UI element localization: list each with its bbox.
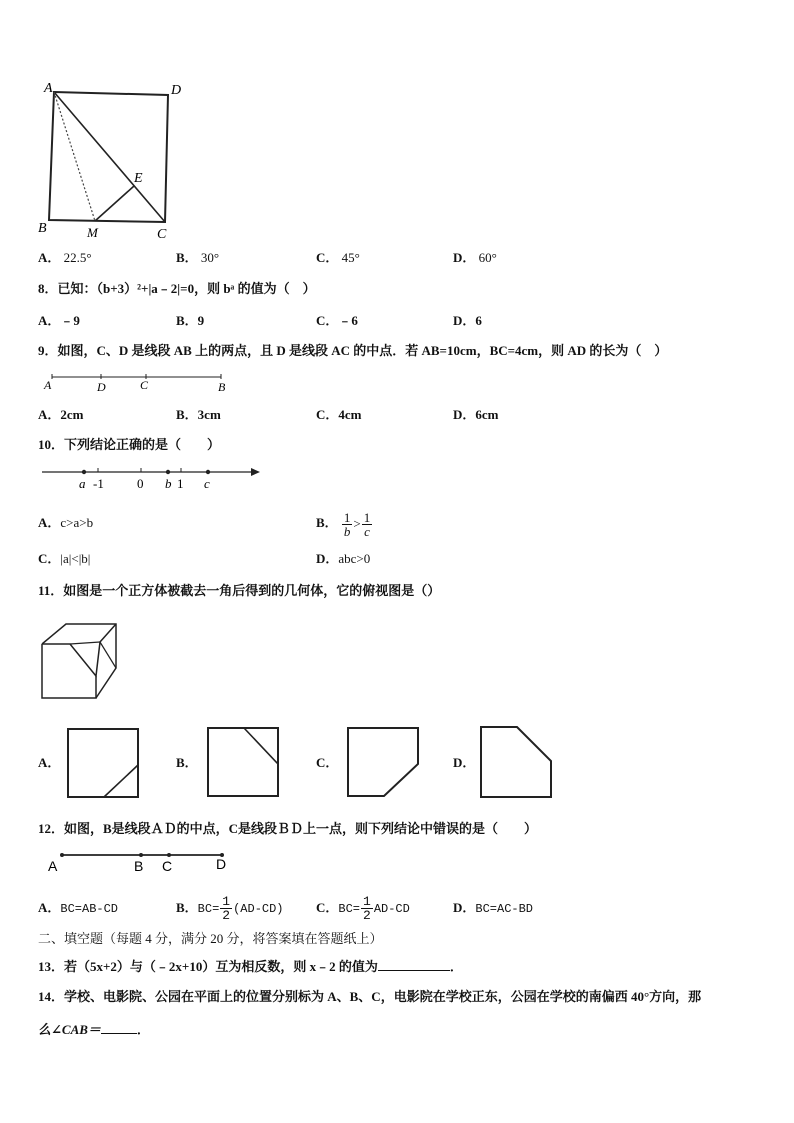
q11-option-b-figure[interactable]	[207, 727, 281, 799]
q8-option-a-text: ﹣9	[60, 313, 80, 328]
q12-option-a[interactable]	[38, 900, 118, 917]
q12-option-a-text: BC=AB-CD	[60, 902, 118, 916]
q12-option-b[interactable]	[176, 888, 284, 929]
q9-option-c-text: 4cm	[338, 407, 362, 422]
q8-option-a[interactable]	[38, 313, 80, 329]
q9-option-b-text: 3cm	[197, 407, 221, 422]
q10-stem: 10．下列结论正确的是（ ）	[38, 437, 221, 452]
q7-option-d-text: 60°	[478, 250, 497, 265]
q9-option-a-letter: A．	[38, 407, 61, 422]
q12-segment-figure	[44, 847, 234, 875]
q10-label-c: c	[204, 476, 210, 491]
q11-option-a-letter[interactable]: A．	[38, 755, 61, 770]
q7-option-b-letter: B．	[176, 250, 198, 265]
q12-label-c: C	[162, 858, 173, 874]
q10-option-b[interactable]	[316, 503, 373, 544]
q11-option-a-figure[interactable]	[67, 728, 141, 800]
q9-option-c[interactable]	[316, 407, 362, 423]
q14-line2-before: 么∠CAB＝	[38, 1022, 101, 1037]
q12-option-c-frac: $\frac{1}{2}$	[363, 894, 371, 924]
q12-option-a-letter: A．	[38, 900, 61, 915]
q9-option-d-letter: D．	[453, 407, 476, 422]
section2-heading: 二、填空题（每题 4 分，满分 20 分，将答案填在答题纸上）	[38, 931, 383, 946]
q10-option-d[interactable]	[316, 551, 370, 567]
q12-option-c[interactable]	[316, 888, 410, 929]
q13-line	[38, 958, 463, 975]
q14-answer-blank[interactable]	[101, 1021, 137, 1034]
q8-option-d[interactable]	[453, 313, 482, 329]
q12-option-d-text: BC=AC-BD	[475, 902, 533, 916]
q8-option-a-letter: A．	[38, 313, 61, 328]
q10-option-a-text: c>a>b	[60, 515, 94, 530]
q9-option-d[interactable]	[453, 407, 499, 423]
q7-segment-me	[95, 186, 134, 221]
q10-point-c	[206, 470, 210, 474]
q11-option-d-letter[interactable]: D．	[453, 755, 476, 770]
q11-front-face	[42, 644, 96, 698]
q7-figure	[30, 78, 200, 240]
q7-label-c: C	[157, 227, 167, 240]
q7-label-d: D	[171, 83, 182, 98]
q7-label-b: B	[38, 221, 47, 236]
q12-label-a: A	[48, 858, 58, 874]
q10-point-a	[82, 470, 86, 474]
q11-option-c-figure[interactable]	[347, 727, 421, 799]
q10-label-1: 1	[177, 476, 184, 491]
q10-label-neg1: -1	[93, 476, 104, 491]
q8-option-d-letter: D．	[453, 313, 476, 328]
q10-point-b	[166, 470, 170, 474]
q12-stem: 12．如图，B是线段ＡＤ的中点，C是线段ＢＤ上一点，则下列结论中错误的是（ ）	[38, 821, 538, 836]
q9-segment-figure	[40, 370, 230, 394]
q7-option-a-text: 22.5°	[63, 250, 92, 265]
q7-label-m: M	[87, 225, 98, 240]
q10-label-a: a	[79, 476, 86, 491]
q12-option-b-suffix: (AD-CD)	[233, 901, 284, 916]
q10-option-b-frac1: $\frac{1}{b}$	[343, 509, 351, 539]
q9-option-c-letter: C．	[316, 407, 339, 422]
q12-label-d: D	[216, 856, 227, 872]
q8-option-c[interactable]	[316, 313, 358, 329]
q12-label-b: B	[134, 858, 144, 874]
q8-option-d-text: 6	[475, 313, 482, 328]
q10-option-c-letter: C．	[38, 551, 61, 566]
q14-line2	[38, 1021, 150, 1038]
q10-option-b-letter: B．	[316, 515, 338, 530]
q7-option-a-letter: A．	[38, 250, 61, 265]
q7-diagonal-ac	[54, 92, 165, 222]
q10-label-b: b	[165, 476, 172, 491]
q8-option-b[interactable]	[176, 313, 204, 329]
q11-option-b-letter[interactable]: B．	[176, 755, 198, 770]
q7-option-d-letter: D．	[453, 250, 476, 265]
q10-option-c-text: |a|<|b|	[60, 551, 91, 566]
q7-label-a: A	[44, 81, 53, 96]
q10-option-a-letter: A．	[38, 515, 61, 530]
q10-option-d-text: abc>0	[338, 551, 371, 566]
q9-label-a: A	[44, 378, 52, 392]
q7-option-a[interactable]	[38, 250, 92, 266]
q12-option-b-letter: B．	[176, 900, 198, 915]
q13-before: 13．若（5x+2）与（﹣2x+10）互为相反数，则 x﹣2 的值为	[38, 959, 378, 974]
q11-option-c-letter[interactable]: C．	[316, 755, 339, 770]
q8-option-b-letter: B．	[176, 313, 198, 328]
q10-label-0: 0	[137, 476, 144, 491]
q7-label-e: E	[134, 171, 143, 186]
q8-option-c-letter: C．	[316, 313, 339, 328]
q12-option-d[interactable]	[453, 900, 533, 917]
q8-option-b-text: 9	[197, 313, 205, 328]
q9-stem: 9．如图，C、D 是线段 AB 上的两点，且 D 是线段 AC 的中点．若 AB=10cm，BC=4cm，则 AD 的长为（ ）	[38, 343, 668, 358]
q10-axis-arrow	[251, 468, 260, 476]
q11-option-d-figure[interactable]	[480, 726, 558, 800]
q14-line2-after: ．	[136, 1022, 150, 1037]
q7-option-b-text: 30°	[200, 250, 220, 265]
q14-line1: 14．学校、电影院、公园在平面上的位置分别标为 A、B、C，电影院在学校正东，公园在学校的南偏西 40°方向，那	[38, 989, 702, 1004]
q11-stem: 11．如图是一个正方体被截去一角后得到的几何体，它的俯视图是（）	[38, 583, 441, 598]
q9-option-d-text: 6cm	[475, 407, 499, 422]
q11-solid-figure	[40, 622, 120, 700]
q10-option-b-op: >	[353, 516, 361, 532]
q9-option-b[interactable]	[176, 407, 221, 423]
q7-option-b[interactable]	[176, 250, 219, 266]
q10-option-c[interactable]	[38, 551, 90, 567]
q7-option-d[interactable]	[453, 250, 497, 266]
q9-label-c: C	[140, 378, 149, 392]
q12-option-c-prefix: BC=	[338, 901, 360, 916]
q9-label-d: D	[97, 380, 106, 394]
q13-answer-blank[interactable]	[378, 958, 450, 971]
q13-after: ．	[449, 959, 463, 974]
q12-option-c-suffix: AD-CD	[373, 901, 410, 916]
q7-option-c-letter: C．	[316, 250, 339, 265]
q12-option-c-letter: C．	[316, 900, 339, 915]
q9-label-b: B	[218, 380, 226, 394]
q9-option-b-letter: B．	[176, 407, 198, 422]
q12-option-b-frac: $\frac{1}{2}$	[222, 894, 231, 924]
q9-option-a[interactable]	[38, 407, 84, 423]
q12-option-d-letter: D．	[453, 900, 476, 915]
q7-option-c-text: 45°	[341, 250, 360, 265]
q12-option-b-prefix: BC=	[197, 901, 220, 916]
q10-number-line	[40, 462, 262, 492]
q8-stem: 8．已知：（b+3）²+|a﹣2|=0，则 bᵃ 的值为（ ）	[38, 281, 316, 296]
q8-option-c-text: ﹣6	[338, 313, 358, 328]
q9-option-a-text: 2cm	[60, 407, 84, 422]
q10-option-b-frac2: $\frac{1}{c}$	[363, 509, 371, 539]
q10-option-a[interactable]	[38, 515, 93, 531]
q7-option-c[interactable]	[316, 250, 360, 266]
q10-option-d-letter: D．	[316, 551, 339, 566]
q7-segment-am	[54, 92, 95, 221]
